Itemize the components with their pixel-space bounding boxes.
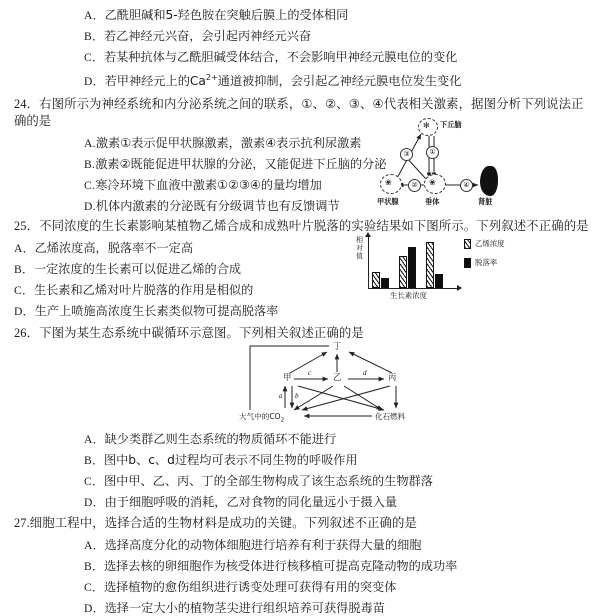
carbon-node-ding: 丁 xyxy=(333,341,342,351)
q25-option-d xyxy=(14,304,278,319)
chart-legend xyxy=(464,238,505,276)
q26-stem: 26．下图为某生态系统中碳循环示意图。下列相关叙述正确的是 xyxy=(14,325,364,340)
option-text: 生长素和乙烯对叶片脱落的作用是相似的 xyxy=(33,283,254,297)
q26-option-b xyxy=(84,453,358,468)
q23-option-c xyxy=(84,50,457,65)
q24-stem-line-1: 24．右图所示为神经系统和内分泌系统之间的联系，①、②、③、④代表相关激素，据图分析下列说法正 xyxy=(14,96,584,111)
option-label: C． xyxy=(84,475,104,488)
chart-bars-area xyxy=(370,236,458,288)
hypothalamus-label: 下丘脑 xyxy=(440,120,462,129)
option-label: A． xyxy=(84,539,105,552)
pituitary-label: 垂体 xyxy=(425,197,440,206)
carbon-node-fossil: 化石燃料 xyxy=(375,412,406,421)
carbon-node-atmosphere: 大气中的$CO_2$ xyxy=(239,412,285,424)
chart-bar-ethylene-3 xyxy=(426,242,434,288)
chart-y-axis-label: 相对值 xyxy=(356,236,363,261)
kidney-label: 肾脏 xyxy=(478,197,493,206)
q23-option-b xyxy=(84,29,311,44)
chart-y-axis xyxy=(368,236,369,288)
hypothalamus-glyph: ✻ xyxy=(423,121,430,130)
carbon-node-yi: 乙 xyxy=(333,372,342,382)
q24-option-d xyxy=(84,199,340,214)
chart-x-axis xyxy=(368,288,458,289)
q25-option-b xyxy=(14,262,241,277)
hormone-marker-3: ③ xyxy=(400,148,413,161)
carbon-cycle-diagram xyxy=(232,340,462,428)
option-label: A． xyxy=(14,242,35,255)
q24-option-b xyxy=(84,157,386,172)
option-text: 乙酰胆碱和5-羟色胺在突触后膜上的受体相同 xyxy=(104,8,349,22)
option-label: D． xyxy=(84,496,105,509)
option-label: A. xyxy=(84,137,96,150)
option-text: 若甲神经元上的Ca xyxy=(104,74,206,89)
option-text-cont: 通道被抑制，会引起乙神经元膜电位发生变化 xyxy=(217,74,462,89)
chart-bar-ethylene-1 xyxy=(372,272,380,288)
neuroendocrine-diagram xyxy=(372,114,598,214)
q27-option-b xyxy=(84,559,457,574)
carbon-arrow-label-a: a xyxy=(279,392,283,400)
chart-bar-abscission-1 xyxy=(381,278,389,288)
question-number: 25． xyxy=(14,219,40,233)
q24-option-a xyxy=(84,136,361,151)
option-text: 激素②既能促进甲状腺的分泌，又能促进下丘脑的分泌 xyxy=(95,157,387,171)
option-label: A． xyxy=(84,9,105,22)
q27-option-d xyxy=(84,601,385,616)
q23-option-d xyxy=(84,71,461,89)
option-text: 若某种抗体与乙酰胆碱受体结合，不会影响甲神经元膜电位的变化 xyxy=(103,50,458,64)
q27-option-a xyxy=(84,538,421,553)
q24-stem-line-2: 确的是 xyxy=(14,113,52,128)
option-label: C． xyxy=(84,51,104,64)
auxin-ethylene-bar-chart xyxy=(346,232,598,300)
carbon-arrow-label-b: b xyxy=(295,392,299,400)
carbon-arrow-label-d: d xyxy=(363,369,367,377)
option-label: B． xyxy=(14,263,34,276)
q26-option-c xyxy=(84,474,433,489)
legend-swatch-solid xyxy=(464,258,471,268)
q25-option-c xyxy=(14,283,253,298)
option-text: 由于细胞呼吸的消耗，乙对食物的同化量远小于摄入量 xyxy=(104,495,398,509)
option-label: B． xyxy=(84,560,104,573)
legend-label: 脱落率 xyxy=(475,258,498,267)
hormone-marker-1: ① xyxy=(426,146,439,159)
chart-bar-abscission-3 xyxy=(435,274,443,288)
option-text: 生产上喷施高浓度生长素类似物可提高脱落率 xyxy=(34,304,279,318)
superscript-charge: 2+ xyxy=(205,73,218,82)
option-label: D． xyxy=(84,602,105,615)
legend-item-ethylene xyxy=(464,238,505,249)
option-label: D． xyxy=(84,75,105,89)
option-text: 缺少类群乙则生态系统的物质循环不能进行 xyxy=(104,432,337,446)
hormone-marker-4: ④ xyxy=(460,179,473,192)
thyroid-glyph: ❀ xyxy=(385,178,392,187)
option-text: 选择一定大小的植物茎尖进行组织培养可获得脱毒苗 xyxy=(104,601,385,615)
q27-stem: 27.细胞工程中，选择合适的生物材料是成功的关键。下列叙述不正确的是 xyxy=(14,515,418,530)
chart-bar-ethylene-2 xyxy=(399,256,407,288)
question-number: 24． xyxy=(14,97,40,111)
co2-subscript: 2 xyxy=(280,417,285,424)
option-text: 乙烯浓度高，脱落率不一定高 xyxy=(34,241,194,255)
option-label: A． xyxy=(84,433,105,446)
q26-option-d xyxy=(84,495,397,510)
option-label: D. xyxy=(84,200,96,213)
legend-item-abscission xyxy=(464,257,505,268)
option-text: 选择去核的卵细胞作为核受体进行核移植可提高克隆动物的成功率 xyxy=(103,559,458,573)
option-text: 选择植物的愈伤组织进行诱变处理可获得有用的突变体 xyxy=(103,580,397,594)
q25-stem: 25．不同浓度的生长素影响某植物乙烯合成和成熟叶片脱落的实验结果如下图所示。下列叙述不正确的是 xyxy=(14,218,589,233)
option-text: 一定浓度的生长素可以促进乙烯的合成 xyxy=(33,262,242,276)
q24-option-c xyxy=(84,178,322,193)
option-text: 激素①表示促甲状腺激素，激素④表示抗利尿激素 xyxy=(95,136,362,150)
question-number: 26． xyxy=(14,326,40,340)
option-text: 若乙神经元兴奋，会引起丙神经元兴奋 xyxy=(103,29,312,43)
legend-swatch-hatched xyxy=(464,239,471,249)
carbon-node-jia: 甲 xyxy=(283,372,292,382)
carbon-arrow-label-c: c xyxy=(308,369,312,377)
question-number: 27. xyxy=(14,516,30,530)
option-text: 选择高度分化的动物体细胞进行培养有利于获得大量的细胞 xyxy=(104,538,422,552)
option-label: B． xyxy=(84,454,104,467)
option-text: 寒冷环境下血液中激素①②③④的量均增加 xyxy=(95,178,322,192)
option-text: 图中b、c、d过程均可表示不同生物的呼吸作用 xyxy=(103,453,358,467)
carbon-node-bing: 丙 xyxy=(388,372,397,382)
pituitary-glyph: ❀ xyxy=(429,178,436,187)
option-text: 机体内激素的分泌既有分级调节也有反馈调节 xyxy=(95,199,340,213)
q27-option-c xyxy=(84,580,396,595)
option-label: B． xyxy=(84,30,104,43)
kidney-icon xyxy=(480,166,498,196)
thyroid-label: 甲状腺 xyxy=(377,197,399,206)
option-label: C． xyxy=(14,284,34,297)
legend-label: 乙烯浓度 xyxy=(475,239,505,248)
q23-option-a xyxy=(84,8,348,23)
option-label: C. xyxy=(84,179,96,192)
option-label: B. xyxy=(84,158,96,171)
chart-bar-abscission-2 xyxy=(408,247,416,288)
chart-x-axis-label: 生长素浓度 xyxy=(390,291,427,300)
option-label: D． xyxy=(14,305,35,318)
q25-option-a xyxy=(14,241,193,256)
option-text: 图中甲、乙、丙、丁的全部生物构成了该生态系统的生物群落 xyxy=(103,474,433,488)
hormone-marker-2: ② xyxy=(408,179,421,192)
option-label: C． xyxy=(84,581,104,594)
q26-option-a xyxy=(84,432,336,447)
